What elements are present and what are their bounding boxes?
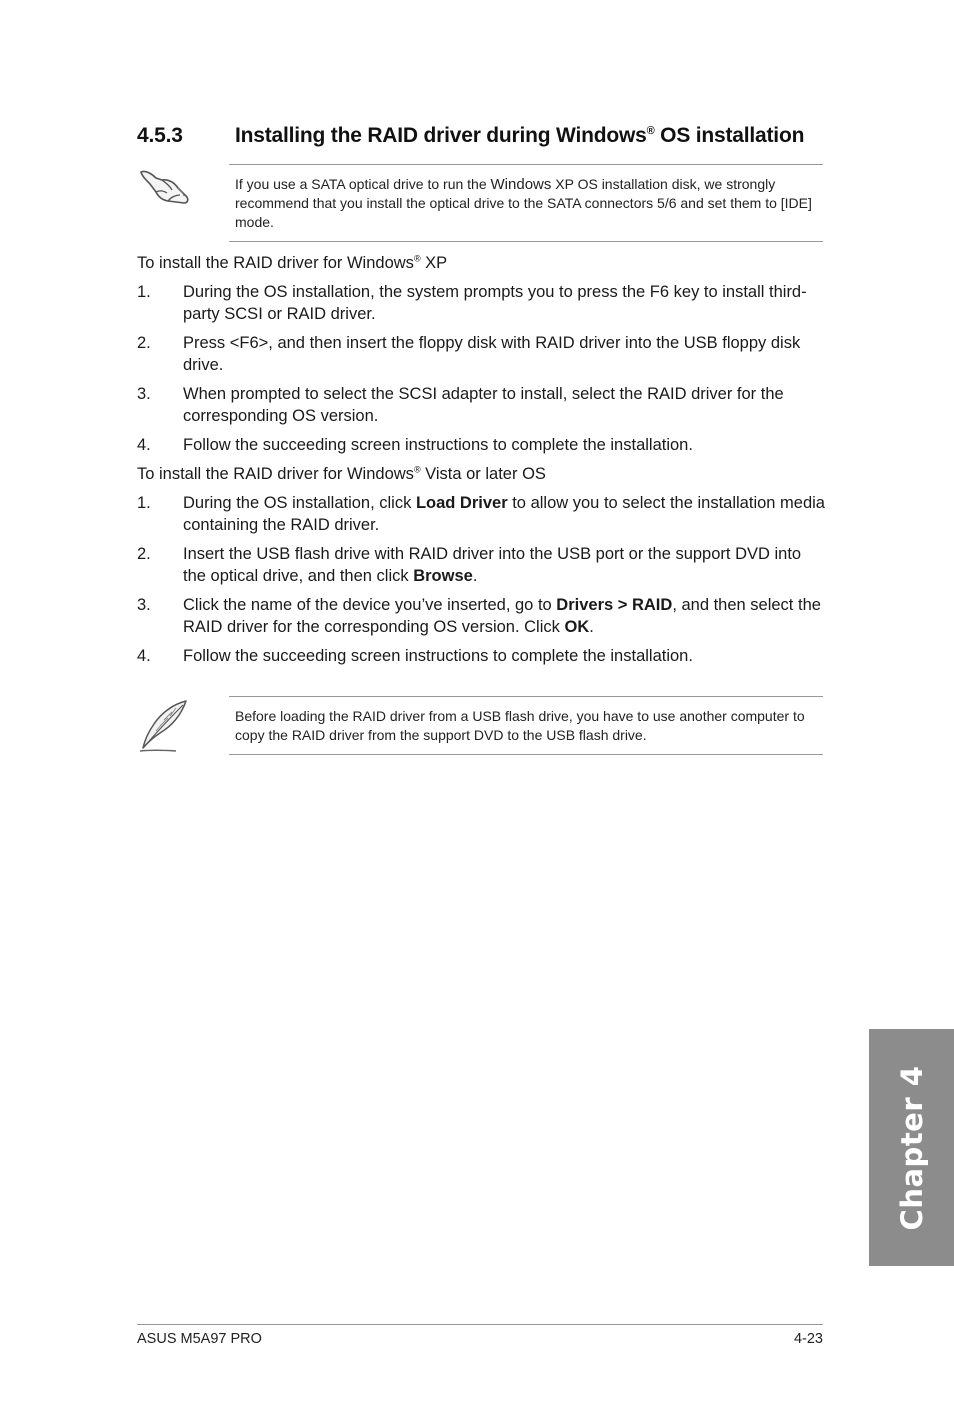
list-item: 3. Click the name of the device you’ve inserted, go to Drivers > RAID, and then select the RAID driver for the corresponding OS version. Click OK. bbox=[137, 596, 821, 636]
list-item: 2. Insert the USB flash drive with RAID driver into the USB port or the support DVD into the optical drive, and then click Browse. bbox=[137, 545, 802, 585]
section-number: 4.5.3 bbox=[137, 124, 183, 147]
footer-product-name: ASUS M5A97 PRO bbox=[137, 1331, 262, 1347]
list-item: 3. When prompted to select the SCSI adapter to install, select the RAID driver for the corresponding OS version. bbox=[137, 385, 784, 425]
ui-term-load-driver: Load Driver bbox=[415, 494, 508, 512]
ui-term-drivers-raid: Drivers > RAID bbox=[556, 596, 673, 614]
list-item: 1. During the OS installation, the system prompts you to press the F6 key to install third-party SCSI or RAID driver. bbox=[137, 283, 807, 323]
footer-page-number: 4-23 bbox=[793, 1331, 823, 1347]
list-item: 4. Follow the succeeding screen instructions to complete the installation. bbox=[137, 436, 693, 454]
list-item: 2. Press <F6>, and then insert the floppy disk with RAID driver into the USB floppy disk drive. bbox=[137, 334, 801, 374]
list-item: 4. Follow the succeeding screen instructions to complete the installation. bbox=[137, 647, 693, 665]
xp-lead: To install the RAID driver for Windows® XP bbox=[137, 253, 448, 272]
section-title: Installing the RAID driver during Windows® OS installation bbox=[235, 124, 805, 147]
note-box-sata: If you use a SATA optical drive to run the Windows XP OS installation disk, we strongly recommend that you install the optical drive to the SATA connectors 5/6 and set them to [IDE] mode. bbox=[229, 164, 823, 242]
pointing-hand-icon bbox=[138, 166, 192, 206]
quill-pen-icon bbox=[136, 698, 192, 754]
instructions-body bbox=[137, 252, 827, 674]
chapter-tab bbox=[869, 1029, 954, 1266]
vista-lead: To install the RAID driver for Windows® Vista or later OS bbox=[137, 464, 546, 483]
vista-steps-list bbox=[137, 492, 827, 667]
section-heading bbox=[137, 124, 827, 148]
ui-term-ok: OK bbox=[564, 618, 590, 636]
chapter-tab-label: Chapter 4 bbox=[894, 1065, 929, 1230]
list-item: 1. During the OS installation, click Load Driver to allow you to select the installation media containing the RAID driver. bbox=[137, 494, 825, 534]
ui-term-browse: Browse bbox=[413, 567, 473, 585]
footer-rule bbox=[137, 1324, 823, 1325]
note-box-usb: Before loading the RAID driver from a USB flash drive, you have to use another computer to copy the RAID driver from the support DVD to the USB flash drive. bbox=[229, 696, 823, 755]
xp-steps-list bbox=[137, 281, 827, 456]
